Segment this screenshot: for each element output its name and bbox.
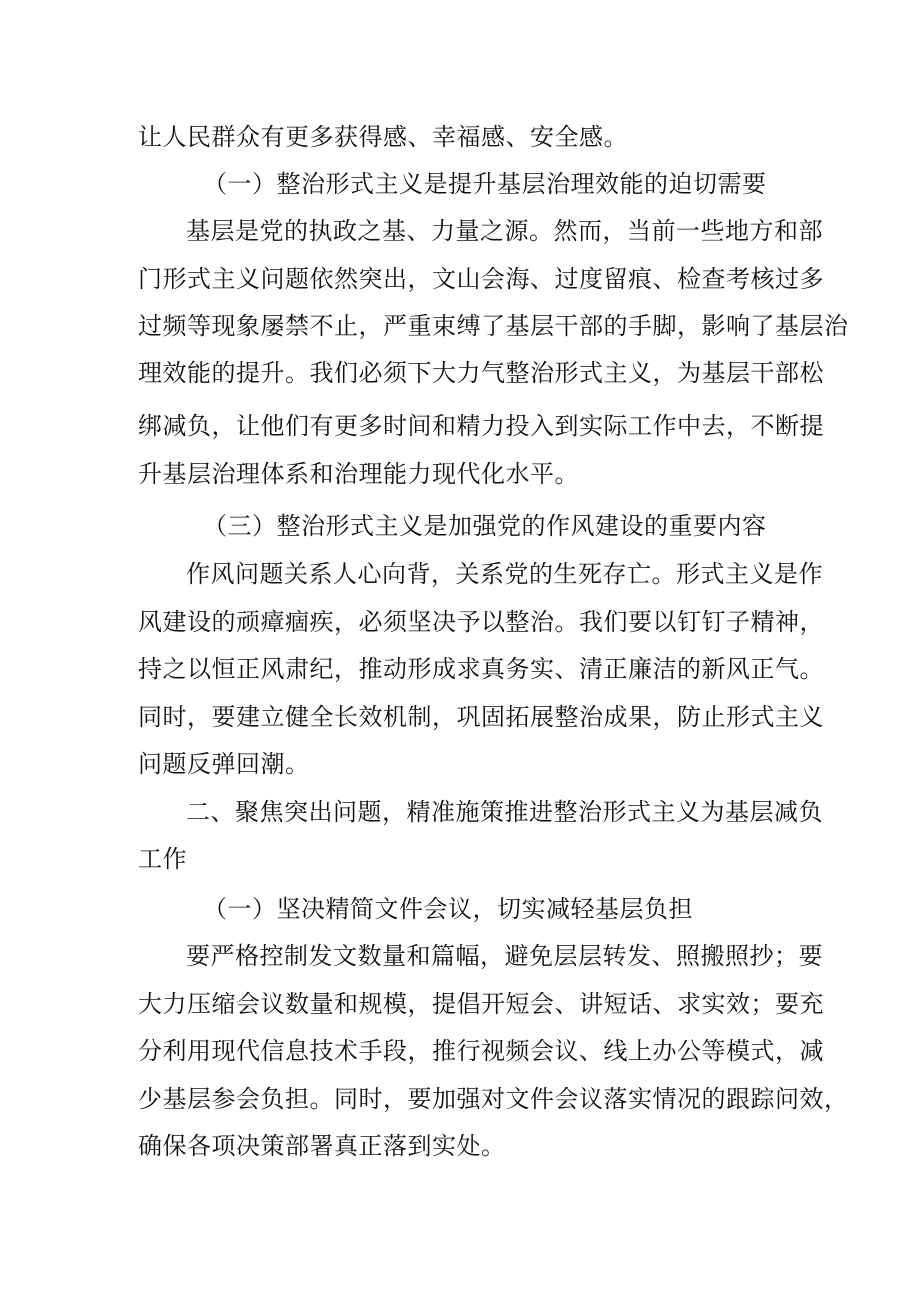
paragraph-line: 确保各项决策部署真正落到实处。 — [138, 1132, 506, 1160]
paragraph-line: 过频等现象屡禁不止，严重束缚了基层干部的手脚，影响了基层治 — [138, 312, 849, 340]
paragraph-line: 绑减负，让他们有更多时间和精力投入到实际工作中去，不断提 — [138, 412, 824, 440]
section-heading: 二、聚焦突出问题，精准施策推进整治形式主义为基层减负 — [186, 798, 823, 826]
section-heading: （一）整治形式主义是提升基层治理效能的迫切需要 — [203, 170, 767, 198]
paragraph-line: 作风问题关系人心向背，关系党的生死存亡。形式主义是作 — [186, 560, 823, 588]
paragraph-line: 门形式主义问题依然突出，文山会海、过度留痕、检查考核过多 — [138, 265, 824, 293]
paragraph-line: 要严格控制发文数量和篇幅，避免层层转发、照搬照抄；要 — [186, 942, 823, 970]
paragraph-line: 理效能的提升。我们必须下大力气整治形式主义，为基层干部松 — [138, 359, 824, 387]
section-heading: 工作 — [138, 845, 187, 873]
paragraph-line: 让人民群众有更多获得感、幸福感、安全感。 — [138, 123, 628, 151]
section-heading: （一）坚决精简文件会议，切实减轻基层负担 — [203, 895, 693, 923]
paragraph-line: 风建设的顽瘴痼疾，必须坚决予以整治。我们要以钉钉子精神， — [138, 608, 824, 636]
paragraph-line: 问题反弹回潮。 — [138, 750, 310, 778]
paragraph-line: 少基层参会负担。同时，要加强对文件会议落实情况的跟踪问效， — [138, 1085, 849, 1113]
paragraph-line: 持之以恒正风肃纪，推动形成求真务实、清正廉洁的新风正气。 — [138, 655, 824, 683]
paragraph-line: 同时，要建立健全长效机制，巩固拓展整治成果，防止形式主义 — [138, 703, 824, 731]
paragraph-line: 分利用现代信息技术手段，推行视频会议、线上办公等模式，减 — [138, 1037, 824, 1065]
paragraph-line: 升基层治理体系和治理能力现代化水平。 — [138, 460, 579, 488]
section-heading: （三）整治形式主义是加强党的作风建设的重要内容 — [203, 512, 767, 540]
paragraph-line: 大力压缩会议数量和规模，提倡开短会、讲短话、求实效；要充 — [138, 990, 824, 1018]
paragraph-line: 基层是党的执政之基、力量之源。然而，当前一些地方和部 — [186, 217, 823, 245]
